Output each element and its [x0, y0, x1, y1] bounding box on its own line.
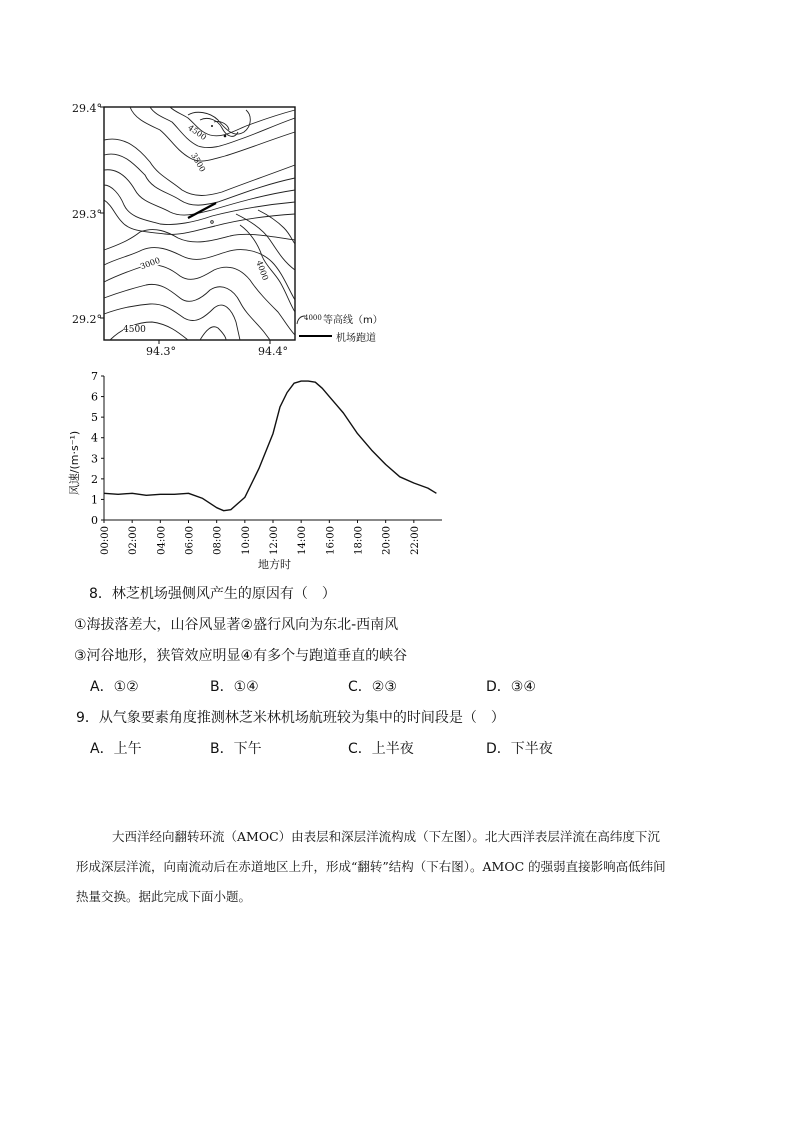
- x-tick-label: 04:00: [156, 526, 168, 555]
- lat-label: 29.4°: [72, 102, 102, 115]
- x-tick-label: 12:00: [269, 526, 280, 555]
- x-tick-label: 20:00: [381, 526, 393, 555]
- statement-line: ①海拔落差大，山谷风显著②盛行风向为东北-西南风: [74, 617, 399, 633]
- summit-point: [211, 125, 213, 127]
- x-tick-label: 06:00: [184, 526, 196, 555]
- option-d: D．③④: [486, 679, 536, 695]
- contour-label: 4500: [123, 325, 146, 335]
- passage-line: 热量交换。据此完成下面小题。: [76, 889, 252, 904]
- wind-speed-series-line: [104, 381, 436, 511]
- option-c: C．②③: [348, 679, 397, 695]
- x-tick-label: 14:00: [297, 526, 309, 555]
- x-tick-label: 00:00: [100, 526, 111, 555]
- option-b: B．①④: [210, 679, 259, 695]
- legend-contour-value: 4000: [304, 314, 322, 322]
- question-stem: 9．从气象要素角度推测林芝米林机场航班较为集中的时间段是（ ）: [76, 710, 505, 726]
- contour-label: 4000: [254, 259, 270, 282]
- lat-label: 29.3°: [72, 208, 102, 221]
- x-tick-label: 10:00: [240, 526, 252, 555]
- y-axis-label: 风速/(m·s⁻¹): [68, 430, 82, 496]
- y-tick-label: 3: [91, 452, 98, 466]
- summit-point: [211, 221, 214, 224]
- y-tick-label: 1: [91, 493, 98, 507]
- x-tick-label: 08:00: [212, 526, 224, 555]
- question-stem: 8．林芝机场强侧风产生的原因有（ ）: [89, 586, 336, 602]
- contour-label: 3500: [189, 151, 208, 174]
- option-c: C．上半夜: [348, 741, 414, 757]
- lon-label: 94.3°: [146, 345, 176, 358]
- y-tick-label: 5: [91, 411, 98, 425]
- option-a: A．上午: [90, 741, 142, 757]
- y-tick-label: 0: [91, 514, 98, 527]
- contour-label: 3000: [139, 255, 162, 272]
- y-tick-label: 6: [91, 390, 98, 404]
- x-axis-label: 地方时: [258, 558, 291, 571]
- option-d: D．下半夜: [486, 741, 553, 757]
- contour-label: 4500: [186, 122, 209, 143]
- contour-map-svg: [0, 0, 794, 360]
- option-a: A．①②: [90, 679, 139, 695]
- x-tick-label: 22:00: [409, 526, 421, 555]
- option-b: B．下午: [210, 741, 262, 757]
- lon-label: 94.4°: [258, 345, 288, 358]
- contour-lines: [104, 107, 295, 340]
- x-tick-label: 02:00: [128, 526, 140, 555]
- passage-line: 大西洋经向翻转环流（AMOC）由表层和深层洋流构成（下左图）。北大西洋表层洋流在高纬度下沉: [112, 829, 660, 844]
- y-tick-label: 7: [91, 370, 98, 383]
- passage-line: 形成深层洋流，向南流动后在赤道地区上升，形成“翻转”结构（下右图）。AMOC 的强弱直接影响高低纬间: [76, 859, 666, 874]
- x-tick-label: 18:00: [353, 526, 365, 555]
- wind-chart-svg: [0, 360, 794, 575]
- statement-line: ③河谷地形，狭管效应明显④有多个与跑道垂直的峡谷: [74, 648, 408, 664]
- x-tick-label: 16:00: [325, 526, 337, 555]
- legend-runway-text: 机场跑道: [336, 333, 376, 344]
- y-tick-label: 2: [91, 472, 98, 486]
- y-tick-label: 4: [91, 431, 98, 445]
- lat-label: 29.2°: [72, 313, 102, 326]
- summit-point: [224, 135, 227, 138]
- legend-contour-text: 等高线（m）: [323, 315, 383, 326]
